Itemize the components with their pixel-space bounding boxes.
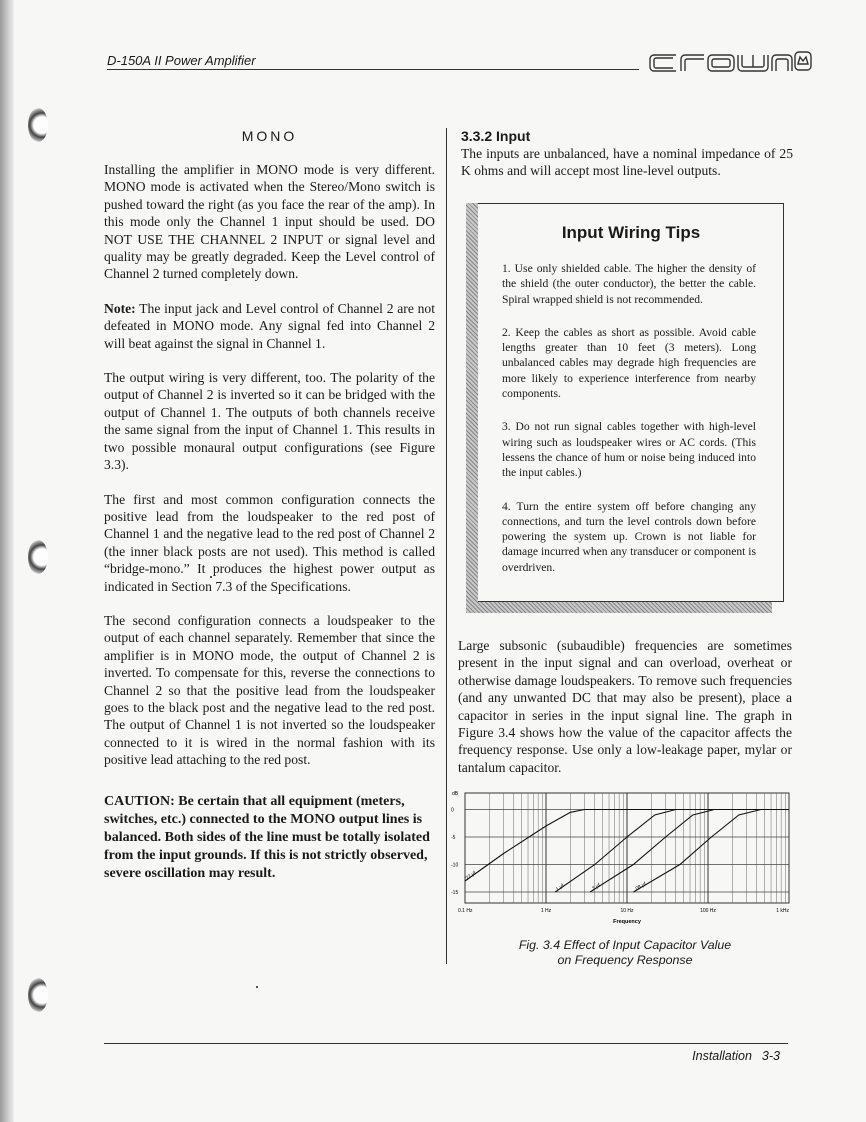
footer-section: Installation [692, 1049, 752, 1063]
subsonic-paragraph: Large subsonic (subaudible) frequencies are sometimes present in the input signal and can overload, overheat or otherwise damage loudspeakers. To remove such frequencies (and any unwanted DC that may also be present), place a capacitor in series in the input signal line. The graph in Figure 3.4 shows how the value of the capacitor affects the frequency response. Use only a low-leakage paper, mylar or tantalum capacitor. [458, 638, 792, 775]
tips-box-shadow [466, 601, 772, 613]
note-label: Note: [104, 300, 136, 316]
mono-paragraph-3: The output wiring is very different, too. The polarity of the output of Channel 2 is inverted so it can be bridged with the output of Channel 1. The outputs of both channels receive the same signal from the input of Channel 1. This results in two possible monaural output configurations (see Figure 3.3). [104, 370, 435, 473]
x-tick-label: 1 Hz [540, 908, 552, 914]
tip-item: 1. Use only shielded cable. The higher the density of the shield (the outer conductor), the better the cable. Spiral wrapped shield is not recommended. [502, 262, 756, 306]
series-label: .3 µf [589, 882, 602, 893]
x-tick-label: 100 Hz [700, 908, 716, 914]
caption-line-1: Fig. 3.4 Effect of Input Capacitor Value [518, 938, 732, 952]
series-label: .08 µf [633, 881, 648, 893]
header-rule [107, 69, 639, 70]
input-heading: 3.3.2 Input [461, 128, 531, 144]
mono-paragraph-4: The first and most common configuration connects the positive lead from the loudspeaker to the red post of Channel 1 and the negative lead to the red post of Channel 2 (the inner black posts are not used). This method is called “bridge-mono.” It produces the highest power output as indicated in Section 7.3 of the Specifications. [104, 491, 435, 594]
y-tick-label: -10 [451, 862, 459, 869]
punch-hole [28, 978, 48, 1012]
x-axis-label: Frequency [613, 919, 641, 925]
caution-paragraph: CAUTION: Be certain that all equipment (meters, switches, etc.) connected to the MONO output lines is balanced. Both sides of the line must be totally isolated from the input grounds. If this is not strictly observed, severe oscillation may result. [104, 793, 430, 881]
column-divider [446, 128, 447, 964]
left-column [104, 128, 435, 900]
caption-line-2: on Frequency Response [557, 953, 693, 967]
scan-speck [210, 576, 212, 578]
note-text: The input jack and Level control of Channel 2 are not defeated in MONO mode. Any signal fed into Channel 2 will beat against the signal in Channel 1. [104, 300, 435, 351]
tips-list [502, 261, 756, 593]
mono-paragraph-1: Installing the amplifier in MONO mode is very different. MONO mode is activated when the Stereo/Mono switch is pushed toward the right (as you face the rear of the amp). In this mode only the Channel 1 input should be used. DO NOT USE THE CHANNEL 2 INPUT or signal level and quality may be greatly degraded. Keep the Level control of Channel 2 turned completely down. [104, 162, 435, 282]
figure-caption [480, 938, 770, 968]
scan-speck [256, 986, 258, 988]
tip-item: 4. Turn the entire system off before changing any connections, and turn the level controls down before powering the system up. Crown is not liable for damage incurred when any transducer or component is overdriven. [502, 499, 757, 574]
series-line [555, 810, 789, 893]
series-label: 27 µf [464, 870, 478, 882]
footer-rule [104, 1043, 788, 1044]
x-tick-label: 0.1 Hz [458, 908, 473, 914]
y-tick-label: -5 [451, 835, 456, 841]
tip-item: 3. Do not run signal cables together with high-level wiring such as loudspeaker wires or AC cords. (This lessens the chance of hum or noise being induced into the input cables.) [502, 420, 756, 480]
x-tick-label: 1 kHz [776, 908, 789, 914]
tip-item: 2. Keep the cables as short as possible. Avoid cable lengths greater than 10 feet (3 meters). Long unbalanced cables may degrade high frequencies are more likely to experience interference from nearby components. [502, 325, 756, 401]
series-line [633, 810, 789, 893]
y-tick-label: 0 [451, 807, 454, 814]
frequency-response-chart [448, 785, 793, 930]
crown-logo [648, 46, 813, 78]
y-axis-label: dB [452, 791, 459, 797]
tips-box-shadow [466, 203, 478, 613]
page-binding-edge [0, 0, 14, 1122]
x-tick-label: 10 Hz [620, 908, 634, 914]
series-line [590, 810, 789, 893]
right-column-top [461, 128, 793, 180]
note-paragraph [104, 300, 435, 352]
page-footer [682, 1049, 780, 1063]
right-column-body [458, 637, 792, 776]
chart-labels [451, 791, 789, 925]
punch-hole [28, 540, 48, 574]
footer-page: 3-3 [761, 1049, 780, 1063]
punch-hole [28, 108, 48, 142]
header-title: D-150A II Power Amplifier [107, 53, 256, 68]
input-intro: The inputs are unbalanced, have a nominal impedance of 25 K ohms and will accept most line-level outputs. [461, 146, 793, 179]
tips-title: Input Wiring Tips [561, 223, 701, 242]
mono-paragraph-5: The second configuration connects a loudspeaker to the output of each channel separately. Remember that since the amplifier is in MONO mode, the output of Channel 2 is inverted. To compensate for this, reverse the connections to Channel 2 so that the positive lead from the loudspeaker goes to the black post and the negative lead to the red post. The output of Channel 1 is not inverted so the loudspeaker connected to it is wired in the normal fashion with its positive lead attaching to the red post. [104, 612, 435, 768]
mono-heading: MONO [241, 128, 298, 144]
series-label: 1 µf [554, 882, 566, 893]
y-tick-label: -15 [451, 890, 459, 896]
